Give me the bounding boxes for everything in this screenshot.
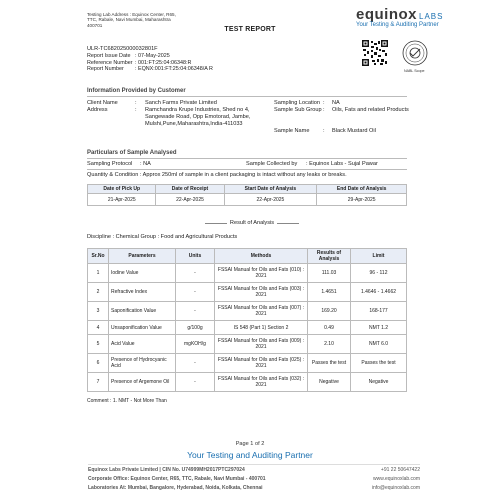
- client-name-label: Client Name: [87, 100, 118, 106]
- client-address: [145, 107, 255, 128]
- divider: [87, 158, 407, 159]
- colon: :: [323, 128, 325, 134]
- divider: [88, 464, 420, 465]
- colon: :: [323, 107, 325, 113]
- corporate-office: Corporate Office: Equinox Center, R65, TTC, Rabale, Navi Mumbai - 400701: [88, 476, 266, 482]
- sample-sub-group: Oils, Fats and related Products: [332, 107, 409, 113]
- sample-collected-by: : Equinox Labs - Sujal Pawar: [306, 161, 378, 167]
- table-row: [88, 373, 407, 392]
- table-cell: 22-Apr-2025: [156, 194, 224, 206]
- table-cell: 1.4651: [308, 283, 351, 302]
- table-cell: IS 548 (Part 1) Section 2: [215, 321, 308, 335]
- table-cell: 1: [88, 264, 109, 283]
- table-cell: 169.20: [308, 302, 351, 321]
- table-cell: -: [176, 264, 215, 283]
- report-number-label: Report Number: [87, 66, 124, 73]
- table-cell: Unsaponification Value: [109, 321, 176, 335]
- customer-section-title: Information Provided by Customer: [87, 88, 186, 94]
- table-cell: 21-Apr-2025: [88, 194, 156, 206]
- issue-date: : 07-May-2025: [135, 53, 170, 59]
- sample-collected-label: Sample Collected by: [246, 161, 298, 167]
- company-logo: [356, 6, 476, 28]
- table-cell: 96 - 112: [351, 264, 407, 283]
- table-cell: FSSAI Manual for Oils and Fats (025) : 2021: [215, 354, 308, 373]
- address-line: Ramchandra Krupe Industries, Shed no 4,: [145, 107, 250, 113]
- seal-caption: NABL Scope: [404, 69, 425, 73]
- colon: :: [323, 100, 325, 106]
- table-cell: Negative: [351, 373, 407, 392]
- logo-wordmark: [356, 6, 476, 23]
- company-cin: Equinox Labs Private Limited | CIN No. U74999MH2017PTC297024: [88, 467, 245, 473]
- table-cell: 2.10: [308, 335, 351, 354]
- table-cell: FSSAI Manual for Oils and Fats (007) : 2021: [215, 302, 308, 321]
- logo-word: equinox: [356, 6, 418, 23]
- table-cell: 3: [88, 302, 109, 321]
- table-cell: Saponification Value: [109, 302, 176, 321]
- report-id-table: [87, 53, 213, 73]
- address-line: Mulshi,Pune,Maharashtra,India-411033: [145, 121, 243, 127]
- divider: [277, 223, 299, 224]
- column-header: Parameters: [109, 249, 176, 264]
- issue-date-label: Report Issue Date: [87, 53, 131, 59]
- footer-corporate-row: [88, 476, 420, 482]
- table-row: [88, 194, 407, 206]
- sample-sub-group-label: Sample Sub Group: [274, 107, 322, 113]
- sample-name-label: Sample Name: [274, 128, 310, 134]
- column-header: Sr.No: [88, 249, 109, 264]
- table-cell: 6: [88, 354, 109, 373]
- accreditation-seal: [402, 40, 428, 66]
- column-header: Start Date of Analysis: [224, 185, 317, 194]
- qr-code: [362, 40, 388, 66]
- table-cell: 5: [88, 335, 109, 354]
- table-row: [88, 264, 407, 283]
- table-cell: Presence of Hydrocyanic Acid: [109, 354, 176, 373]
- table-cell: FSSAI Manual for Oils and Fats (009) : 2021: [215, 335, 308, 354]
- comment: Comment : 1. NMT - Not More Than: [87, 398, 167, 404]
- client-name: Sanch Farms Private Limited: [145, 100, 217, 106]
- logo-tagline: Your Testing & Auditing Partner: [356, 22, 439, 28]
- table-cell: Passes the test: [351, 354, 407, 373]
- address-label: Address: [87, 107, 108, 113]
- address-line: 400701: [87, 22, 103, 28]
- column-header: Limit: [351, 249, 407, 264]
- table-cell: -: [176, 354, 215, 373]
- table-cell: Negative: [308, 373, 351, 392]
- colon: :: [135, 100, 137, 106]
- table-cell: g/100g: [176, 321, 215, 335]
- table-cell: -: [176, 302, 215, 321]
- result-of-analysis-title: Result of Analysis: [229, 220, 275, 226]
- column-header: Units: [176, 249, 215, 264]
- logo-labs: LABS: [419, 12, 444, 21]
- table-row: [88, 321, 407, 335]
- address-line: TTC, Rabale, Navi Mumbai, Maharashtra: [87, 17, 171, 23]
- sampling-location: NA: [332, 100, 340, 106]
- table-row: [88, 335, 407, 354]
- colon: :: [135, 107, 137, 113]
- table-cell: mgKOH/g: [176, 335, 215, 354]
- footer-email[interactable]: info@equinoxlab.com: [371, 485, 420, 491]
- column-header: End Date of Analysis: [317, 185, 407, 194]
- column-header: Methods: [215, 249, 308, 264]
- sampling-protocol: : NA: [140, 161, 151, 167]
- column-header: Date of Receipt: [156, 185, 224, 194]
- table-cell: 1.4646 - 1.4662: [351, 283, 407, 302]
- column-header: Results of Analysis: [308, 249, 351, 264]
- divider: [205, 223, 227, 224]
- table-cell: NMT 1.2: [351, 321, 407, 335]
- table-cell: FSSAI Manual for Oils and Fats (010) : 2021: [215, 264, 308, 283]
- table-cell: Iodine Value: [109, 264, 176, 283]
- footer-labs-row: [88, 485, 420, 491]
- table-cell: Passes the test: [308, 354, 351, 373]
- table-cell: Acid Value: [109, 335, 176, 354]
- particulars-section-title: Particulars of Sample Analysed: [87, 150, 177, 156]
- results-table: [87, 248, 407, 392]
- table-cell: 2: [88, 283, 109, 302]
- table-cell: 4: [88, 321, 109, 335]
- report-title: TEST REPORT: [224, 26, 276, 33]
- footer-tagline: Your Testing and Auditing Partner: [187, 450, 313, 460]
- dates-table: [87, 184, 407, 206]
- table-cell: FSSAI Manual for Oils and Fats (003) : 2021: [215, 283, 308, 302]
- table-cell: 22-Apr-2025: [224, 194, 317, 206]
- table-cell: NMT 6.0: [351, 335, 407, 354]
- table-header-row: [88, 249, 407, 264]
- table-cell: -: [176, 373, 215, 392]
- quantity-condition: Quantity & Condition : Approx 250ml of sample in a client packaging is intact without any leaks or breaks.: [87, 172, 347, 178]
- table-cell: Presence of Argemone Oil: [109, 373, 176, 392]
- footer-company-row: [88, 467, 420, 473]
- table-cell: 111.03: [308, 264, 351, 283]
- page-number: Page 1 of 2: [235, 441, 265, 447]
- table-row: [88, 302, 407, 321]
- table-cell: -: [176, 283, 215, 302]
- footer-web[interactable]: www.equinoxlab.com: [373, 476, 420, 482]
- table-header-row: [88, 185, 407, 194]
- footer-phone: +91 22 50647422: [380, 467, 420, 473]
- table-cell: 0.49: [308, 321, 351, 335]
- table-cell: 29-Apr-2025: [317, 194, 407, 206]
- address-line: Sangewade Road, Opp Emotorad, Jambe,: [145, 114, 251, 120]
- table-cell: Refractive Index: [109, 283, 176, 302]
- discipline-group: Discipline : Chemical Group : Food and Agricultural Products: [87, 234, 238, 240]
- report-identifiers: [87, 46, 213, 73]
- table-cell: 7: [88, 373, 109, 392]
- laboratories: Laboratories At: Mumbai, Bangalore, Hyderabad, Noida, Kolkata, Chennai: [88, 485, 263, 491]
- reference-number: : 001:FT:25:04:06348:R: [135, 59, 192, 66]
- sampling-protocol-label: Sampling Protocol: [87, 161, 133, 167]
- table-row: [88, 354, 407, 373]
- column-header: Date of Pick Up: [88, 185, 156, 194]
- address-line: Testing Lab Address : Equinox Center, R65,: [87, 12, 176, 17]
- divider: [87, 169, 407, 170]
- divider: [87, 96, 407, 97]
- reference-label: Reference Number: [87, 59, 133, 66]
- table-row: [88, 283, 407, 302]
- table-cell: 168-177: [351, 302, 407, 321]
- sampling-location-label: Sampling Location: [274, 100, 321, 106]
- report-number: : EQNX:001:FT:25:04:06348/A R: [135, 66, 213, 73]
- ulr-number: ULR-TC682025000032801F: [87, 46, 158, 52]
- sample-name: Black Mustard Oil: [332, 128, 376, 134]
- table-cell: FSSAI Manual for Oils and Fats (032) : 2021: [215, 373, 308, 392]
